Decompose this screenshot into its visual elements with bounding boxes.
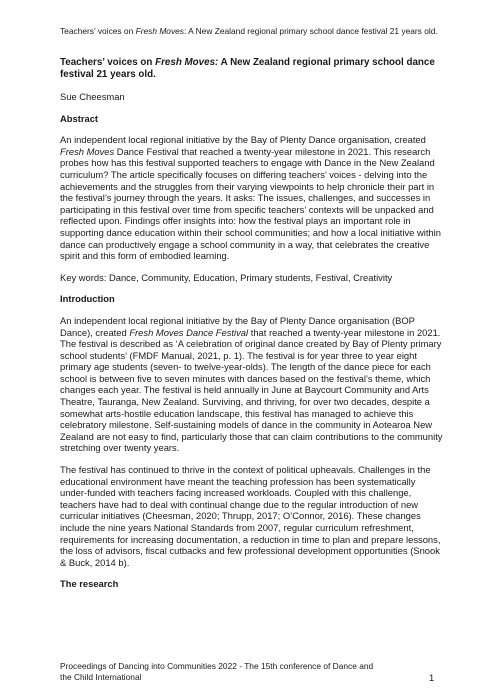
title-italic: Fresh Moves: <box>155 57 219 68</box>
running-header <box>60 26 440 37</box>
introduction-paragraph-1 <box>60 315 444 454</box>
running-header-italic: Fresh Moves <box>135 26 184 36</box>
paper-title <box>60 57 444 81</box>
running-header-text: Teachers’ voices on <box>60 26 136 36</box>
page-footer: Proceedings of Dancing into Communities 2022 - The 15th conference of Dance and the Child International <box>60 661 374 682</box>
intro-text: An independent local regional initiative by the Bay of Plenty Dance organisation (BOP Dance), created <box>60 314 415 338</box>
abstract-italic: Fresh Moves <box>60 145 115 157</box>
page-number: 1 <box>429 672 435 683</box>
intro-italic: Fresh Moves Dance Festival <box>129 326 249 338</box>
keywords: Key words: Dance, Community, Education, Primary students, Festival, Creativity <box>60 271 393 283</box>
abstract-text: An independent local regional initiative by the Bay of Plenty Dance organisation, created <box>60 134 426 146</box>
paper-body <box>60 57 444 600</box>
title-text-end: A New Zealand regional primary school dance festival 21 years old. <box>60 57 435 80</box>
introduction-heading: Introduction <box>60 293 115 305</box>
intro-text-end: that reached a twenty-year milestone in 2021. The festival is described as ‘A celebration of original dance created by Bay of Plenty primary school students’ (FMDF Manual, 2021, p. 1). The festival is for year three to year eight primary age students (seven- to twelve-year-olds). The length of the dance piece for each school is between five to seven minutes with dances based on the festival’s theme, which changes each year. The festival is held annually in June at Baycourt Community and Arts Theatre, Tauranga, New Zealand. Surviving, and thriving, for over two decades, despite a somewhat arts-hostile education landscape, this festival has managed to achieve this celebratory milestone. Self-sustaining models of dance in the community in Aotearoa New Zealand are not easy to find, particularly those that can claim contributions to the community stretching over twenty years. <box>60 326 443 454</box>
introduction-paragraph-2: The festival has continued to thrive in the context of political upheavals. Challenges in the educational environment have meant the teaching profession has been systematically under-funded with teachers facing increased workloads. Coupled with this challenge, teachers have had to deal with continual change due to the regular introduction of new curricular initiatives (Cheesman, 2020; Thrupp, 2017; O’Connor, 2016). These changes include the nine years National Standards from 2007, regular curriculum refreshment, requirements for increasing documentation, a reduction in time to plan and prepare lessons, the loss of advisors, fiscal cutbacks and few professional development opportunities (Snook & Buck, 2014 b). <box>60 464 441 568</box>
abstract-paragraph <box>60 134 444 262</box>
running-header-text-end: : A New Zealand regional primary school dance festival 21 years old. <box>183 26 438 36</box>
abstract-text-end: Dance Festival that reached a twenty-year milestone in 2021. This research probes how has this festival supported teachers to engage with Dance in the New Zealand curriculum? The article specifically focuses on differing teachers’ voices - delving into the achievements and the struggles from their varying viewpoints to help chronicle their part in the festival’s journey through the years. It asks: The issues, challenges, and successes in participating in this festival over time from specific teachers’ contexts will be unpacked and reflected upon. Findings offer insights into: how the festival plays an important role in supporting dance education within their school communities; and how a local initiative within dance can productively engage a school community in a way, that celebrates the creative spirit and this form of embodied learning. <box>60 145 441 262</box>
abstract-heading: Abstract <box>60 112 99 124</box>
research-heading: The research <box>60 578 119 590</box>
author-name: Sue Cheesman <box>60 91 125 102</box>
title-text: Teachers’ voices on <box>60 57 156 68</box>
